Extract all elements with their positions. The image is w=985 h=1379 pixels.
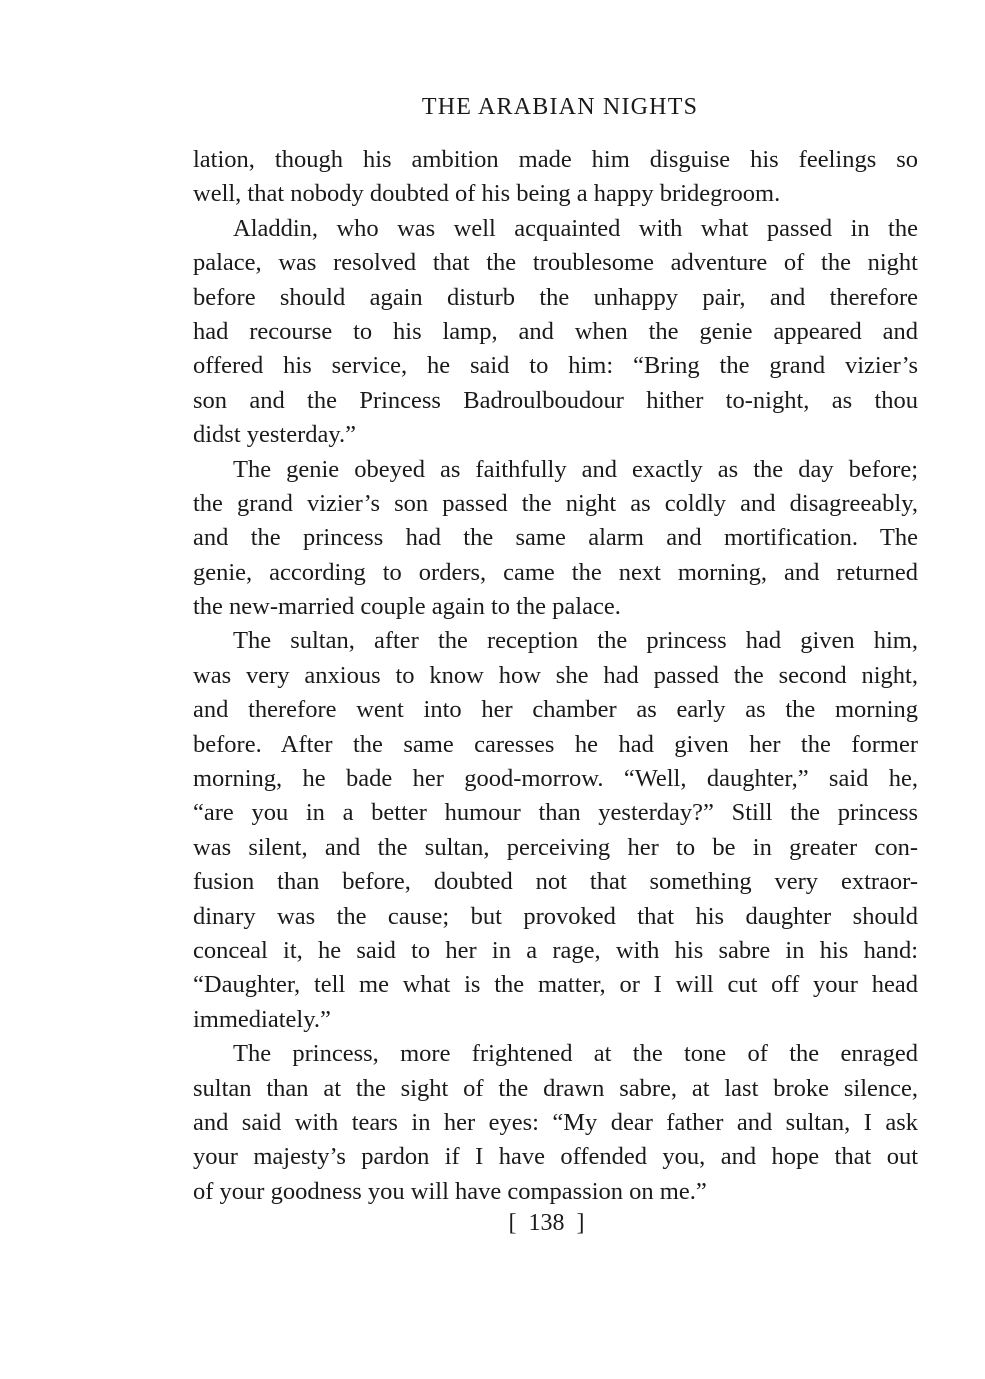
text-line: sultan than at the sight of the drawn sabre, at last broke silence,: [193, 1074, 918, 1102]
text-line: The genie obeyed as faithfully and exactly as the day before;: [233, 455, 918, 483]
text-line: fusion than before, doubted not that something very extraor-: [193, 868, 918, 896]
paragraph: [193, 453, 918, 625]
text-line: was silent, and the sultan, perceiving her to be in greater con-: [193, 833, 918, 861]
text-line: conceal it, he said to her in a rage, with his sabre in his hand:: [193, 936, 918, 964]
body-text: [193, 143, 918, 1209]
text-line: didst yesterday.”: [193, 421, 357, 449]
text-line: was very anxious to know how she had passed the second night,: [193, 661, 918, 689]
paragraph: [193, 143, 918, 212]
text-line: and said with tears in her eyes: “My dear father and sultan, I ask: [193, 1108, 918, 1136]
running-head: THE ARABIAN NIGHTS: [421, 94, 699, 120]
page-number: [ 138 ]: [508, 1210, 585, 1236]
text-line: the new-married couple again to the palace.: [193, 593, 621, 621]
text-line: before should again disturb the unhappy pair, and therefore: [193, 283, 918, 311]
text-line: “Daughter, tell me what is the matter, or I will cut off your head: [193, 971, 918, 999]
text-line: dinary was the cause; but provoked that his daughter should: [193, 902, 918, 930]
text-line: before. After the same caresses he had given her the former: [193, 730, 918, 758]
paragraph: [193, 1037, 918, 1209]
paragraph: [193, 624, 918, 1037]
text-line: immediately.”: [193, 1005, 331, 1033]
text-line: genie, according to orders, came the next morning, and returned: [193, 558, 918, 586]
paragraph: [193, 212, 918, 453]
text-line: lation, though his ambition made him disguise his feelings so: [193, 146, 918, 173]
text-line: had recourse to his lamp, and when the genie appeared and: [193, 317, 918, 345]
text-line: Aladdin, who was well acquainted with what passed in the: [233, 214, 918, 242]
text-line: palace, was resolved that the troublesome adventure of the night: [193, 249, 918, 277]
text-line: the grand vizier’s son passed the night as coldly and disagreeably,: [193, 489, 918, 517]
text-line: offered his service, he said to him: “Bring the grand vizier’s: [193, 352, 918, 380]
text-line: your majesty’s pardon if I have offended you, and hope that out: [193, 1143, 918, 1171]
text-line: and therefore went into her chamber as early as the morning: [193, 696, 918, 724]
text-line: “are you in a better humour than yesterday?” Still the princess: [193, 799, 918, 827]
text-line: morning, he bade her good-morrow. “Well, daughter,” said he,: [193, 765, 918, 793]
text-line: well, that nobody doubted of his being a happy bridegroom.: [193, 180, 781, 208]
text-line: of your goodness you will have compassion on me.”: [193, 1177, 707, 1205]
text-line: The princess, more frightened at the tone of the enraged: [233, 1040, 918, 1068]
text-line: son and the Princess Badroulboudour hither to-night, as thou: [193, 386, 918, 414]
text-line: and the princess had the same alarm and mortification. The: [193, 524, 918, 552]
text-line: The sultan, after the reception the princess had given him,: [233, 627, 918, 655]
